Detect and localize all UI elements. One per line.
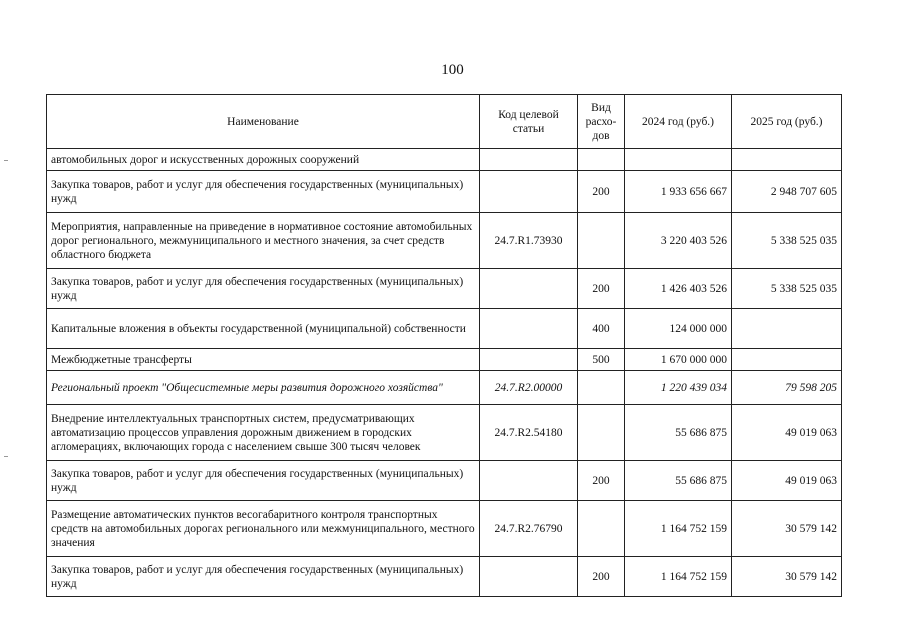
row-year1 <box>625 149 732 171</box>
row-year2 <box>732 349 842 371</box>
row-name: Размещение автоматических пунктов весогабаритного контроля транспортных средств на автомобильных дорогах регионального или межмуниципального, местного значения <box>47 501 480 557</box>
table-row <box>47 461 842 501</box>
header-name: Наименование <box>47 95 480 149</box>
row-name: Региональный проект "Общесистемные меры развития дорожного хозяйства" <box>47 371 480 405</box>
row-type <box>578 213 625 269</box>
row-type <box>578 501 625 557</box>
margin-mark <box>4 456 8 457</box>
row-name: автомобильных дорог и искусственных дорожных сооружений <box>47 149 480 171</box>
row-type: 400 <box>578 309 625 349</box>
row-code <box>480 461 578 501</box>
row-year2: 30 579 142 <box>732 557 842 597</box>
row-type: 200 <box>578 461 625 501</box>
row-code: 24.7.R2.00000 <box>480 371 578 405</box>
table-row <box>47 149 842 171</box>
header-type: Вид расхо- дов <box>578 95 625 149</box>
row-name: Межбюджетные трансферты <box>47 349 480 371</box>
header-code: Код целевой статьи <box>480 95 578 149</box>
table-row <box>47 171 842 213</box>
table-row <box>47 269 842 309</box>
row-type: 200 <box>578 557 625 597</box>
row-year1: 1 670 000 000 <box>625 349 732 371</box>
table-row <box>47 557 842 597</box>
margin-mark <box>4 160 8 161</box>
row-type <box>578 371 625 405</box>
table-row <box>47 309 842 349</box>
row-code: 24.7.R1.73930 <box>480 213 578 269</box>
row-type: 200 <box>578 171 625 213</box>
row-name: Внедрение интеллектуальных транспортных систем, предусматривающих автоматизацию процессов управления дорожным движением в городских агломерациях, включающих города с населением свыше 300 тысяч человек <box>47 405 480 461</box>
row-year1: 124 000 000 <box>625 309 732 349</box>
header-year2: 2025 год (руб.) <box>732 95 842 149</box>
row-year1: 1 220 439 034 <box>625 371 732 405</box>
row-name: Закупка товаров, работ и услуг для обеспечения государственных (муниципальных) нужд <box>47 461 480 501</box>
page-number: 100 <box>441 62 464 78</box>
row-year1: 1 933 656 667 <box>625 171 732 213</box>
row-year1: 3 220 403 526 <box>625 213 732 269</box>
table-header-row <box>47 95 842 149</box>
table-row <box>47 213 842 269</box>
row-code <box>480 149 578 171</box>
table-row <box>47 501 842 557</box>
row-type <box>578 149 625 171</box>
row-year1: 1 426 403 526 <box>625 269 732 309</box>
row-year2: 5 338 525 035 <box>732 213 842 269</box>
row-year2: 5 338 525 035 <box>732 269 842 309</box>
row-code <box>480 349 578 371</box>
header-year1: 2024 год (руб.) <box>625 95 732 149</box>
row-name: Мероприятия, направленные на приведение в нормативное состояние автомобильных дорог регионального, межмуниципального и местного значения, за счет средств областного бюджета <box>47 213 480 269</box>
row-name: Закупка товаров, работ и услуг для обеспечения государственных (муниципальных) нужд <box>47 171 480 213</box>
row-name: Закупка товаров, работ и услуг для обеспечения государственных (муниципальных) нужд <box>47 269 480 309</box>
row-code <box>480 309 578 349</box>
row-year2: 49 019 063 <box>732 461 842 501</box>
table-row <box>47 371 842 405</box>
row-year2: 49 019 063 <box>732 405 842 461</box>
table-row <box>47 405 842 461</box>
budget-table <box>46 94 842 597</box>
table-row <box>47 349 842 371</box>
row-year2: 30 579 142 <box>732 501 842 557</box>
row-code <box>480 269 578 309</box>
row-code <box>480 171 578 213</box>
row-year2 <box>732 309 842 349</box>
row-type: 500 <box>578 349 625 371</box>
row-code: 24.7.R2.76790 <box>480 501 578 557</box>
row-code <box>480 557 578 597</box>
row-year1: 55 686 875 <box>625 461 732 501</box>
row-year1: 1 164 752 159 <box>625 557 732 597</box>
row-year1: 55 686 875 <box>625 405 732 461</box>
row-year2: 2 948 707 605 <box>732 171 842 213</box>
row-year1: 1 164 752 159 <box>625 501 732 557</box>
row-year2: 79 598 205 <box>732 371 842 405</box>
row-code: 24.7.R2.54180 <box>480 405 578 461</box>
row-type: 200 <box>578 269 625 309</box>
row-name: Капитальные вложения в объекты государственной (муниципальной) собственности <box>47 309 480 349</box>
row-type <box>578 405 625 461</box>
row-name: Закупка товаров, работ и услуг для обеспечения государственных (муниципальных) нужд <box>47 557 480 597</box>
row-year2 <box>732 149 842 171</box>
